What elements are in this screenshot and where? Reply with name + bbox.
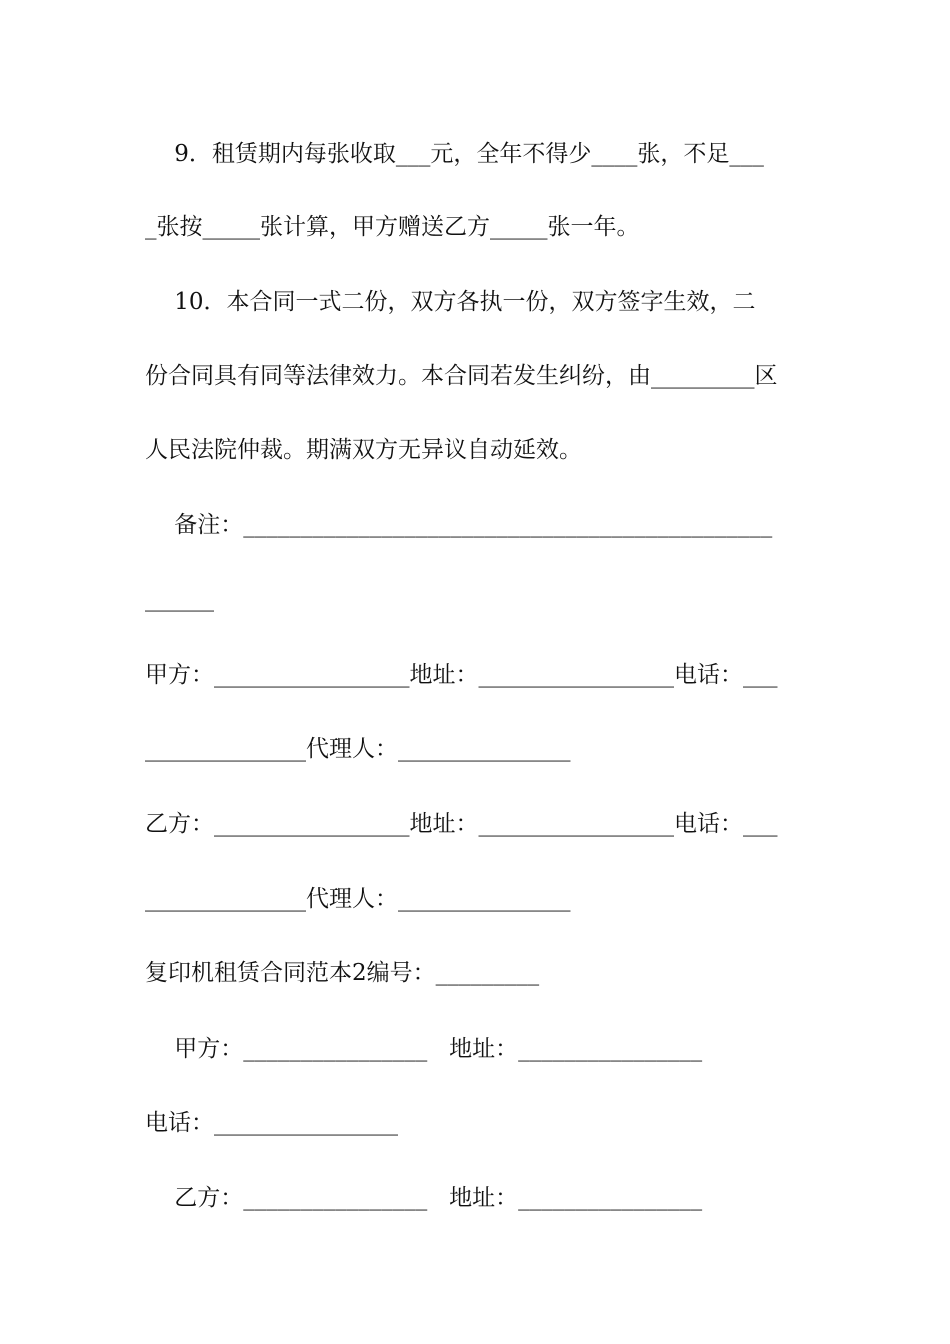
clause-10-line-2: 份合同具有同等法律效力。本合同若发生纠纷，由_________区	[145, 363, 778, 389]
party-b-line-1: 乙方：_________________地址：_________________电话：___	[145, 811, 778, 837]
party-b-line-2: ______________代理人：_______________	[145, 886, 571, 912]
template-2-phone: 电话：________________	[145, 1110, 398, 1136]
remarks-line-1: 备注：______________________________________________	[145, 512, 773, 538]
party-a-line-2: ______________代理人：_______________	[145, 736, 571, 762]
clause-9-line-1: 9．租赁期内每张收取___元，全年不得少____张，不足___	[145, 141, 764, 167]
party-a-line-1: 甲方：_________________地址：_________________电话：___	[145, 662, 778, 688]
remarks-line-2: ______	[145, 586, 214, 612]
template-2-title: 复印机租赁合同范本2编号：_________	[145, 960, 540, 986]
clause-10-line-1: 10．本合同一式二份，双方各执一份，双方签字生效，二	[145, 289, 756, 315]
clause-9-line-2: _张按_____张计算，甲方赠送乙方_____张一年。	[145, 214, 640, 240]
clause-10-line-3: 人民法院仲裁。期满双方无异议自动延效。	[145, 437, 582, 463]
template-2-party-a: 甲方：________________ 地址：________________	[145, 1036, 703, 1062]
template-2-party-b: 乙方：________________ 地址：________________	[145, 1185, 703, 1211]
